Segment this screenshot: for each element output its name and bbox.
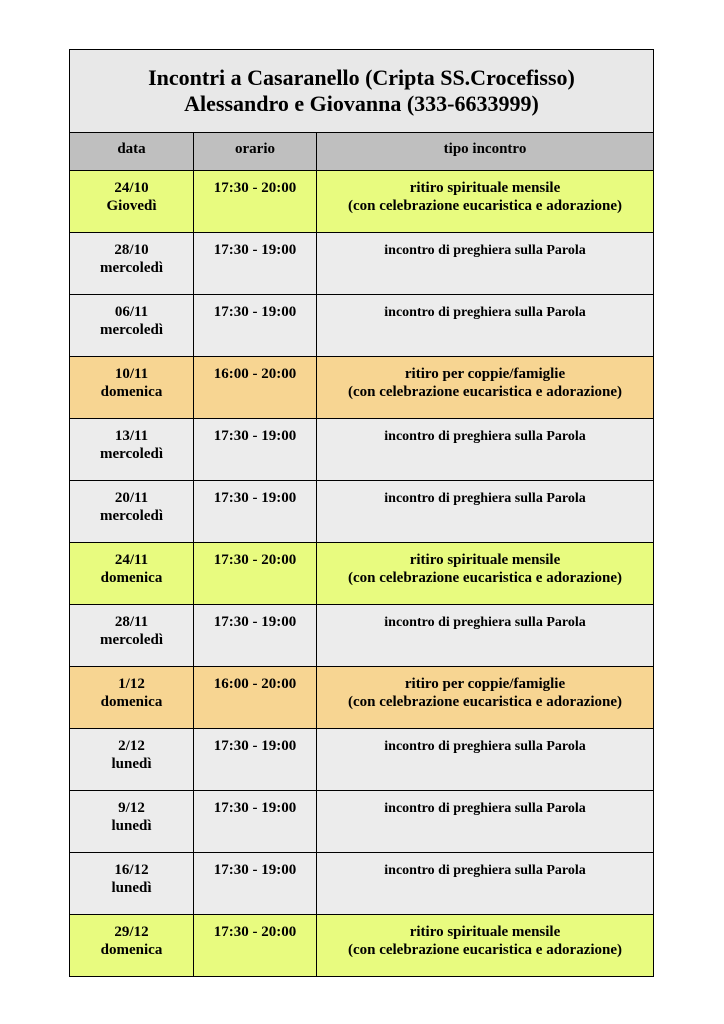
table-row: [70, 667, 653, 729]
cell-time: 17:30 - 19:00: [194, 233, 317, 294]
type-line-1: incontro di preghiera sulla Parola: [384, 243, 586, 258]
cell-type: [317, 357, 653, 418]
day-text: domenica: [100, 694, 163, 710]
table-row: [70, 915, 653, 976]
type-line-1: incontro di preghiera sulla Parola: [384, 863, 586, 878]
cell-time: 16:00 - 20:00: [194, 667, 317, 728]
cell-date: [70, 295, 194, 356]
cell-date: [70, 233, 194, 294]
date-text: 13/11: [114, 428, 149, 444]
type-line-1: incontro di preghiera sulla Parola: [384, 305, 586, 320]
type-line-1: incontro di preghiera sulla Parola: [384, 615, 586, 630]
date-text: 24/10: [114, 180, 149, 196]
table-row: [70, 171, 653, 233]
type-line-1: ritiro per coppie/famiglie: [404, 366, 566, 382]
cell-time: 17:30 - 19:00: [194, 419, 317, 480]
table-row: [70, 419, 653, 481]
date-text: 29/12: [114, 924, 149, 940]
title-line-2: Alessandro e Giovanna (333-6633999): [184, 91, 539, 116]
table-row: [70, 295, 653, 357]
type-line-2: (con celebrazione eucaristica e adorazione): [347, 198, 623, 214]
header-type: tipo incontro: [443, 141, 527, 157]
date-text: 28/11: [114, 614, 149, 630]
header-time: orario: [194, 133, 317, 170]
table-header: [70, 133, 653, 171]
cell-time: 17:30 - 20:00: [194, 171, 317, 232]
day-text: lunedì: [111, 880, 152, 896]
cell-time: 16:00 - 20:00: [194, 357, 317, 418]
day-text: domenica: [100, 384, 163, 400]
title-box: [70, 50, 653, 133]
day-text: domenica: [100, 942, 163, 958]
cell-time: 17:30 - 20:00: [194, 915, 317, 976]
day-text: mercoledì: [99, 446, 164, 462]
cell-date: [70, 729, 194, 790]
cell-type: [317, 233, 653, 294]
type-line-1: ritiro per coppie/famiglie: [404, 676, 566, 692]
cell-date: [70, 357, 194, 418]
cell-date: [70, 171, 194, 232]
type-line-2: (con celebrazione eucaristica e adorazione): [347, 384, 623, 400]
type-line-2: (con celebrazione eucaristica e adorazione): [347, 570, 623, 586]
cell-type: [317, 419, 653, 480]
date-text: 24/11: [114, 552, 149, 568]
cell-type: [317, 543, 653, 604]
cell-time: 17:30 - 19:00: [194, 605, 317, 666]
cell-date: [70, 419, 194, 480]
day-text: mercoledì: [99, 508, 164, 524]
table-row: [70, 357, 653, 419]
date-text: 2/12: [118, 738, 145, 754]
cell-date: [70, 543, 194, 604]
cell-type: [317, 171, 653, 232]
type-line-1: ritiro spirituale mensile: [409, 924, 561, 940]
cell-date: [70, 915, 194, 976]
cell-date: [70, 667, 194, 728]
cell-date: [70, 605, 194, 666]
date-text: 10/11: [114, 366, 149, 382]
cell-type: [317, 667, 653, 728]
type-line-2: (con celebrazione eucaristica e adorazione): [347, 942, 623, 958]
type-line-1: incontro di preghiera sulla Parola: [384, 739, 586, 754]
cell-type: [317, 481, 653, 542]
cell-date: [70, 791, 194, 852]
cell-time: 17:30 - 19:00: [194, 853, 317, 914]
type-line-2: (con celebrazione eucaristica e adorazione): [347, 694, 623, 710]
table-row: [70, 233, 653, 295]
table-row: [70, 729, 653, 791]
date-text: 20/11: [114, 490, 149, 506]
cell-type: [317, 295, 653, 356]
type-line-1: ritiro spirituale mensile: [409, 552, 561, 568]
type-line-1: incontro di preghiera sulla Parola: [384, 491, 586, 506]
date-text: 9/12: [118, 800, 145, 816]
table-row: [70, 791, 653, 853]
table-row: [70, 481, 653, 543]
type-line-1: incontro di preghiera sulla Parola: [384, 801, 586, 816]
table-row: [70, 543, 653, 605]
type-line-1: incontro di preghiera sulla Parola: [384, 429, 586, 444]
cell-time: 17:30 - 19:00: [194, 791, 317, 852]
schedule-table: [69, 49, 654, 977]
cell-date: [70, 853, 194, 914]
date-text: 1/12: [118, 676, 145, 692]
cell-type: [317, 729, 653, 790]
day-text: mercoledì: [99, 632, 164, 648]
cell-time: 17:30 - 19:00: [194, 481, 317, 542]
table-row: [70, 605, 653, 667]
day-text: lunedì: [111, 818, 152, 834]
cell-type: [317, 791, 653, 852]
cell-time: 17:30 - 19:00: [194, 295, 317, 356]
cell-date: [70, 481, 194, 542]
header-date: data: [70, 133, 194, 170]
date-text: 16/12: [114, 862, 149, 878]
cell-time: 17:30 - 20:00: [194, 543, 317, 604]
day-text: mercoledì: [99, 322, 164, 338]
table-body: [70, 171, 653, 976]
date-text: 28/10: [114, 242, 149, 258]
cell-type: [317, 853, 653, 914]
type-line-1: ritiro spirituale mensile: [409, 180, 561, 196]
day-text: Giovedì: [106, 198, 157, 214]
cell-type: [317, 605, 653, 666]
cell-time: 17:30 - 19:00: [194, 729, 317, 790]
cell-type: [317, 915, 653, 976]
table-row: [70, 853, 653, 915]
day-text: domenica: [100, 570, 163, 586]
day-text: lunedì: [111, 756, 152, 772]
date-text: 06/11: [114, 304, 149, 320]
day-text: mercoledì: [99, 260, 164, 276]
title-line-1: Incontri a Casaranello (Cripta SS.Crocefisso): [148, 65, 575, 90]
